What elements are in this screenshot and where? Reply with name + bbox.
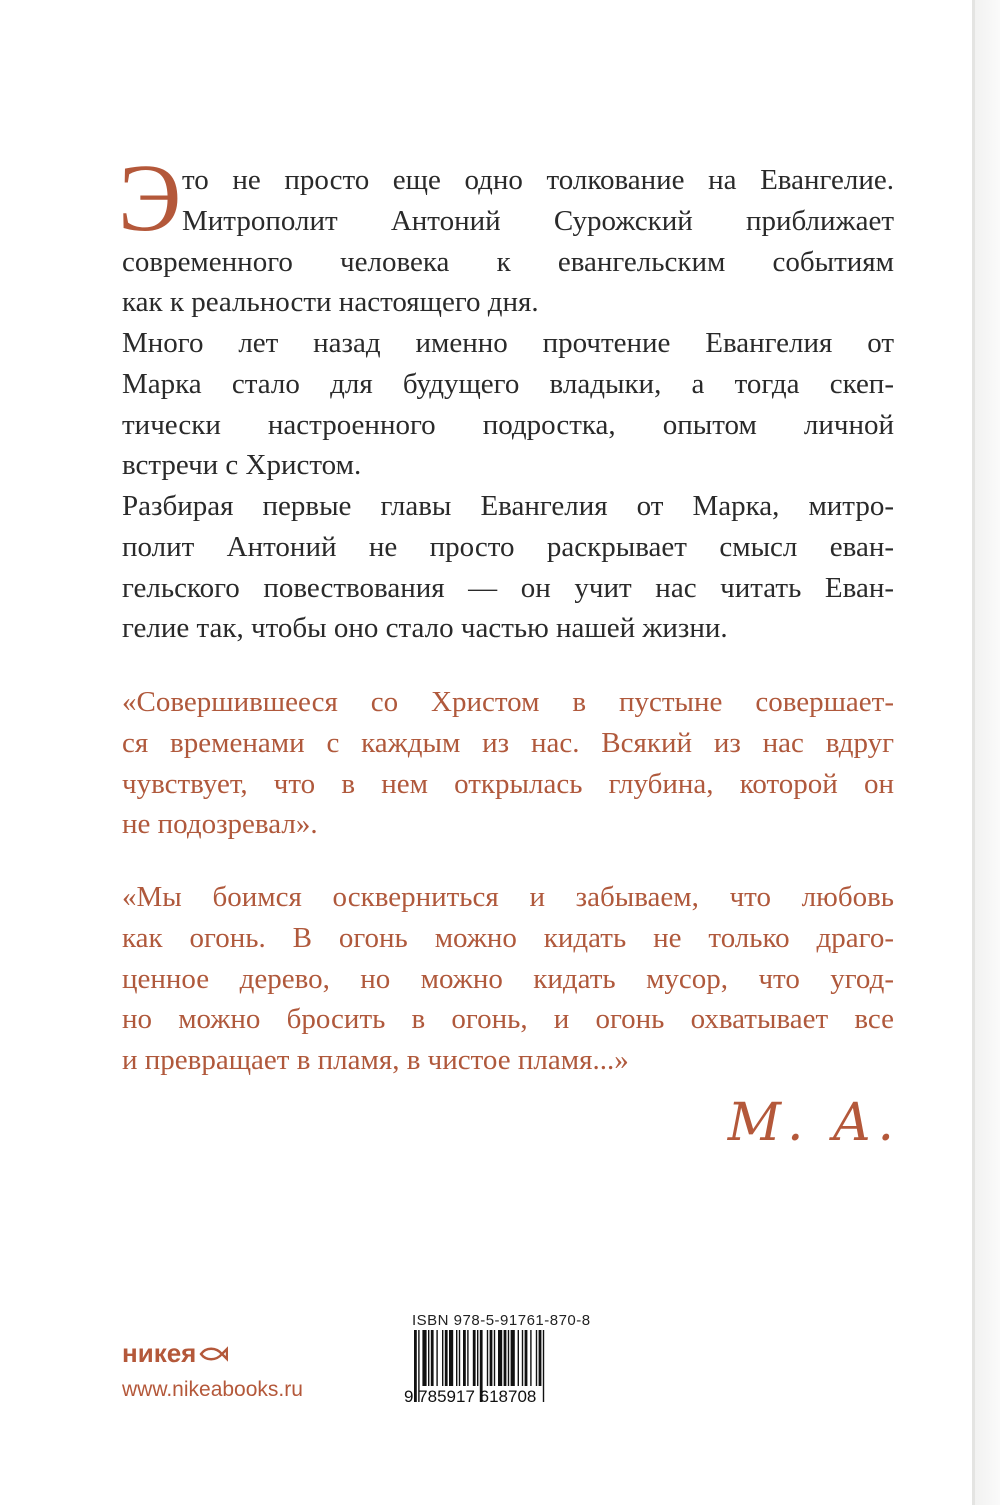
- paragraph-line: Марка стало для будущего владыки, а тогда скеп-: [122, 367, 894, 400]
- paragraph-line: то не просто еще одно толкование на Евангелие.: [182, 164, 894, 196]
- quote-line: не подозревал».: [122, 808, 318, 841]
- quote-line: как огонь. В огонь можно кидать не только драго-: [122, 921, 894, 954]
- publisher-name: никея: [122, 1338, 197, 1368]
- quote-line: и превращает в пламя, в чистое пламя...»: [122, 1044, 629, 1077]
- paragraph-line: встречи с Христом.: [122, 449, 362, 482]
- barcode-digits: 9 785917 618708: [404, 1387, 537, 1406]
- quote-line: «Совершившееся со Христом в пустыне совершает-: [122, 686, 894, 718]
- quote-1: [122, 682, 894, 845]
- publisher-website: www.nikeabooks.ru: [122, 1378, 303, 1401]
- quote-2: [122, 877, 894, 1081]
- isbn-label: ISBN 978-5-91761-870-8: [412, 1312, 591, 1329]
- quote-line: ценное дерево, но можно кидать мусор, что угод-: [122, 962, 894, 995]
- drop-cap: Э: [118, 144, 182, 251]
- fish-icon: [198, 1344, 228, 1364]
- paragraph-line: современного человека к евангельским событиям: [122, 245, 894, 278]
- paragraph-line: как к реальности настоящего дня.: [122, 286, 539, 319]
- paragraph-line: Много лет назад именно прочтение Евангелия от: [122, 327, 894, 359]
- paragraph-3: [122, 486, 894, 649]
- paragraph-line: Разбирая первые главы Евангелия от Марка, митро-: [122, 490, 894, 522]
- paragraph-line: тически настроенного подростка, опытом личной: [122, 408, 894, 441]
- publisher-logo: [122, 1338, 228, 1369]
- signature: М. А.: [727, 1093, 900, 1153]
- paragraph-line: Митрополит Антоний Сурожский приближает: [182, 204, 894, 237]
- quote-line: чувствует, что в нем открылась глубина, которой он: [122, 767, 894, 800]
- cover-spine: [975, 0, 1000, 1505]
- quote-line: но можно бросить в огонь, и огонь охватывает все: [122, 1003, 894, 1036]
- paragraph-2: [122, 323, 894, 486]
- paragraph-line: гелие так, чтобы оно стало частью нашей жизни.: [122, 612, 728, 645]
- quote-line: ся временами с каждым из нас. Всякий из нас вдруг: [122, 726, 894, 759]
- paragraph-1: [122, 160, 894, 323]
- paragraph-line: гельского повествования — он учит нас читать Еван-: [122, 571, 894, 604]
- paragraph-line: полит Антоний не просто раскрывает смысл еван-: [122, 530, 894, 563]
- quote-line: «Мы боимся оскверниться и забываем, что любовь: [122, 881, 894, 913]
